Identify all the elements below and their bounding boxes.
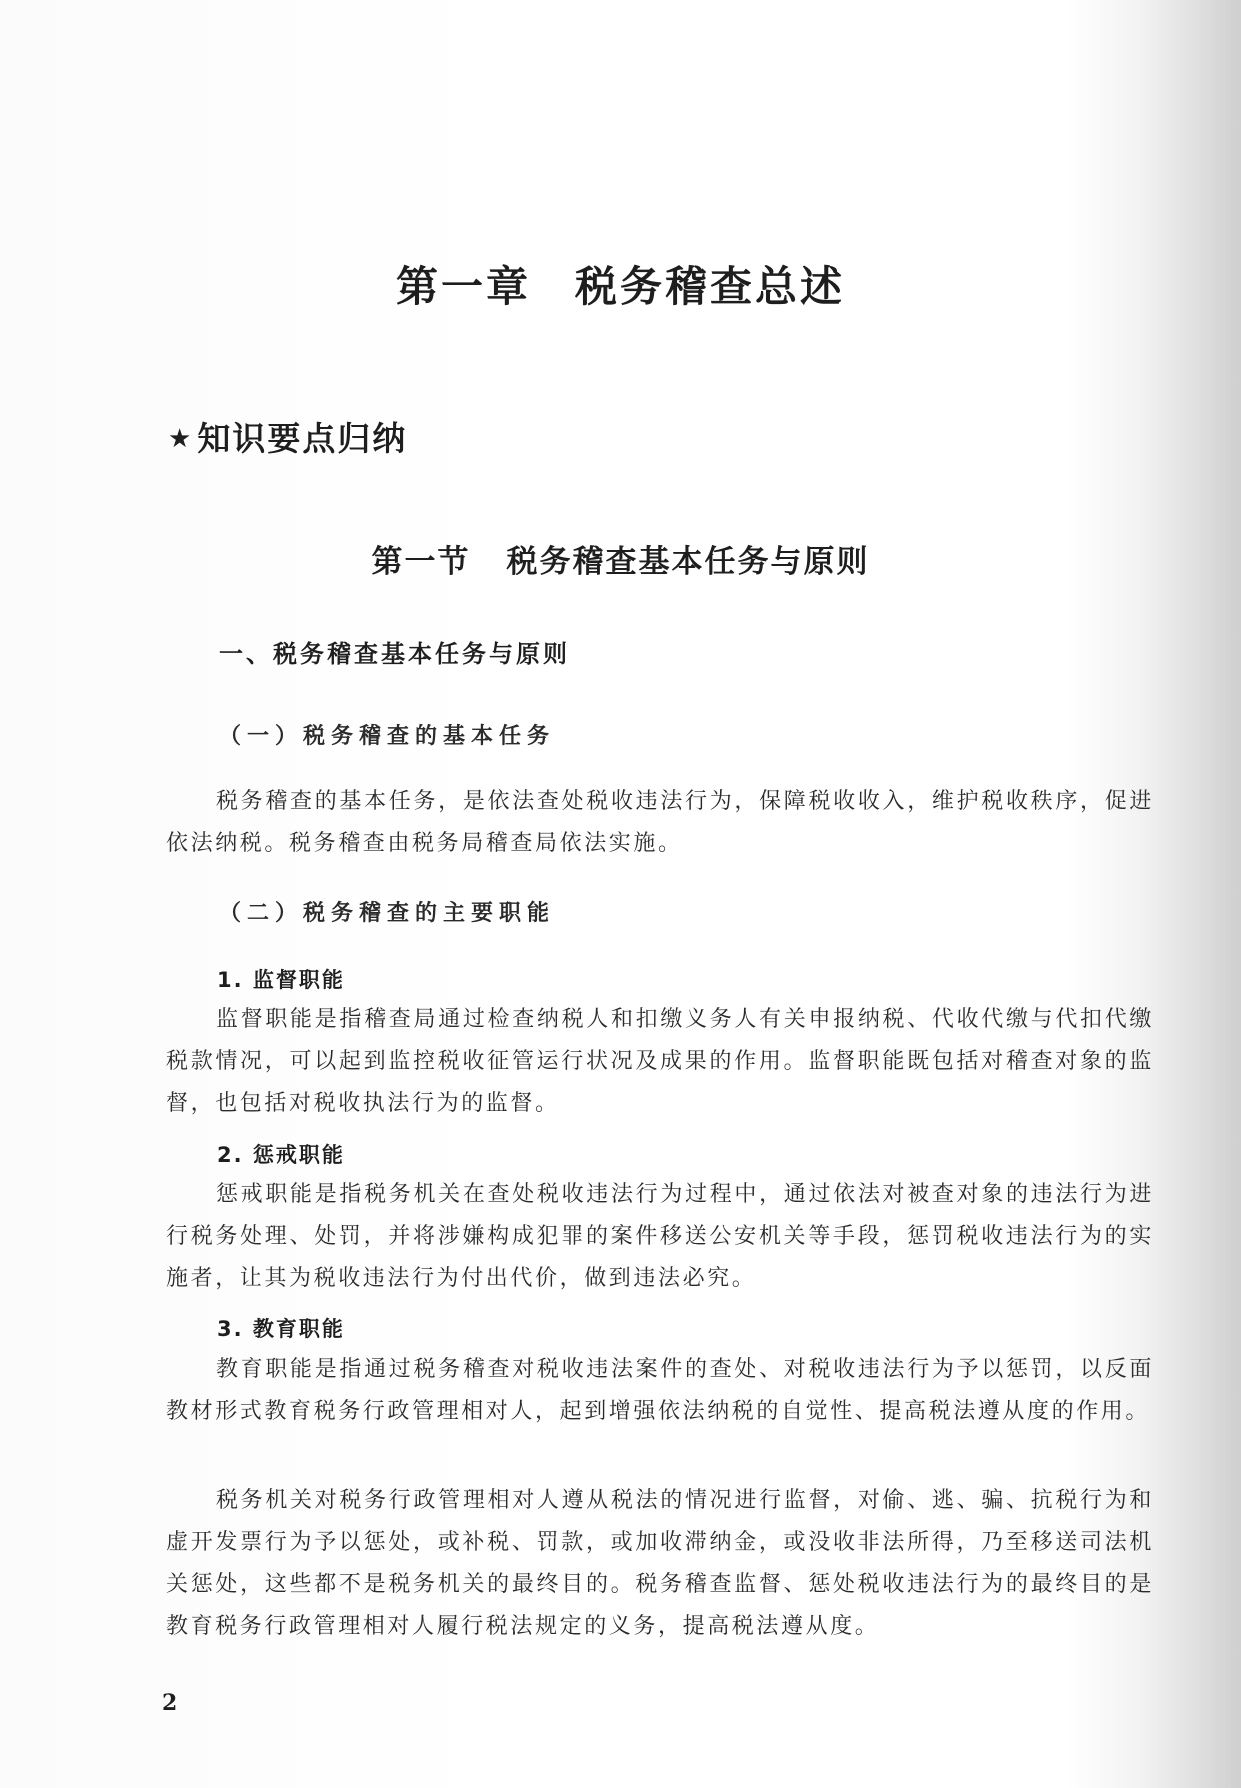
subsection-heading: 一、税务稽查基本任务与原则 (219, 640, 570, 668)
item-3-heading: 3. 教育职能 (217, 1317, 345, 1341)
page-number: 2 (162, 1690, 178, 1716)
knowledge-heading-text: 知识要点归纳 (197, 419, 408, 458)
item-2-paragraph: 惩戒职能是指税务机关在查处税收违法行为过程中，通过依法对被查对象的违法行为进行税务处理、处罚，并将涉嫌构成犯罪的案件移送公安机关等手段，惩罚税收违法行为的实施者，让其为税收违法行为付出代价，做到违法必究。 (166, 1182, 1154, 1291)
section-number: 第一节 (371, 544, 471, 580)
part-2-heading: （二）税务稽查的主要职能 (219, 900, 556, 926)
part-1-heading: （一）税务稽查的基本任务 (219, 723, 556, 749)
section-title (0, 536, 1241, 581)
item-3-paragraph-2: 税务机关对税务行政管理相对人遵从税法的情况进行监督，对偷、逃、骗、抗税行为和虚开发票行为予以惩处，或补税、罚款，或加收滞纳金，或没收非法所得，乃至移送司法机关惩处，这些都不是税务机关的最终目的。税务稽查监督、惩处税收违法行为的最终目的是教育税务行政管理相对人履行税法规定的义务，提高税法遵从度。 (166, 1488, 1154, 1639)
chapter-name: 税务稽查总述 (575, 262, 846, 311)
star-icon: ★ (168, 424, 194, 454)
part-1-paragraph: 税务稽查的基本任务，是依法查处税收违法行为，保障税收收入，维护税收秩序，促进依法纳税。税务稽查由税务局稽查局依法实施。 (166, 789, 1154, 856)
chapter-title (0, 254, 1241, 314)
section-name: 税务稽查基本任务与原则 (506, 544, 870, 580)
item-1-heading: 1. 监督职能 (217, 968, 345, 992)
item-3-paragraph: 教育职能是指通过税务稽查对税收违法案件的查处、对税收违法行为予以惩罚，以反面教材形式教育税务行政管理相对人，起到增强依法纳税的自觉性、提高税法遵从度的作用。 (166, 1357, 1154, 1424)
item-1-paragraph: 监督职能是指稽查局通过检查纳税人和扣缴义务人有关申报纳税、代收代缴与代扣代缴税款情况，可以起到监控税收征管运行状况及成果的作用。监督职能既包括对稽查对象的监督，也包括对税收执法行为的监督。 (166, 1007, 1154, 1116)
knowledge-heading (168, 413, 407, 460)
item-2-heading: 2. 惩戒职能 (217, 1143, 345, 1167)
chapter-number: 第一章 (395, 262, 531, 311)
